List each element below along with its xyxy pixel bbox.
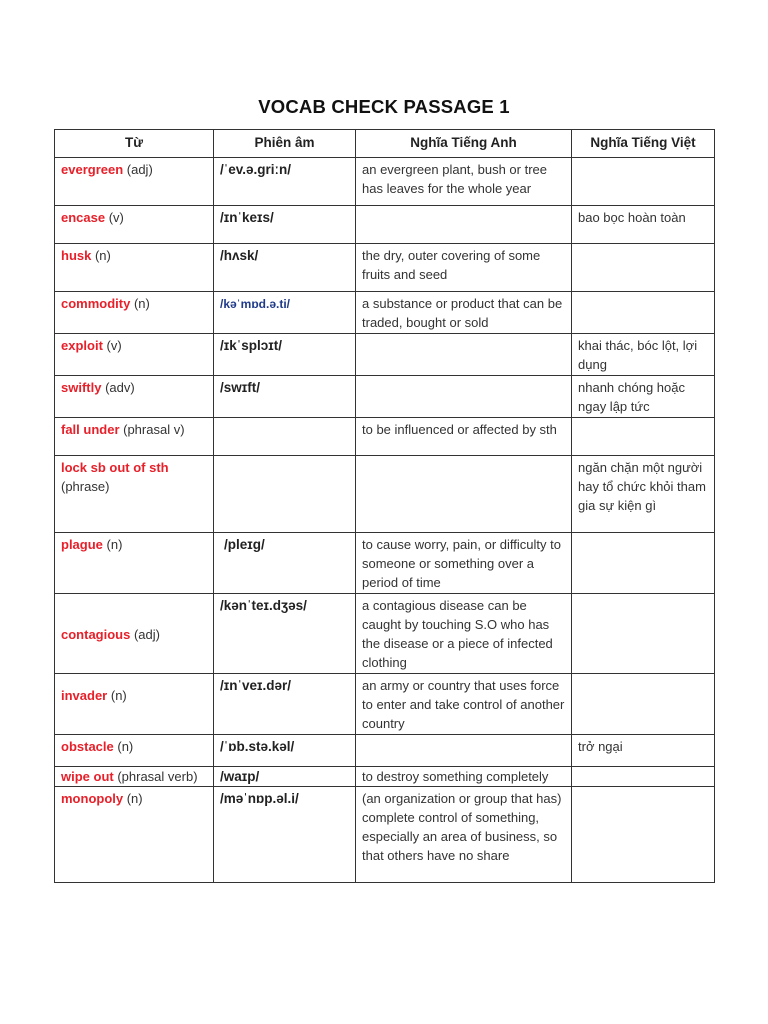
english-meaning: to destroy something completely [356, 767, 572, 787]
phonetic-cell [214, 244, 356, 292]
table-row [55, 244, 715, 292]
vietnamese-meaning: khai thác, bóc lột, lợi dụng [572, 334, 715, 376]
word: monopoly [61, 791, 124, 806]
word-cell [55, 334, 214, 376]
english-meaning: to cause worry, pain, or difficulty to someone or something over a period of time [356, 533, 572, 594]
vietnamese-meaning [572, 674, 715, 735]
vietnamese-meaning [572, 767, 715, 787]
word: invader [61, 687, 108, 703]
table-row [55, 735, 715, 767]
word: exploit [61, 338, 103, 353]
phonetic: /ɪnˈveɪ.dər/ [220, 678, 291, 693]
english-meaning: the dry, outer covering of some fruits and seed [356, 244, 572, 292]
table-row [55, 292, 715, 334]
header-english: Nghĩa Tiếng Anh [356, 130, 572, 158]
page-title: VOCAB CHECK PASSAGE 1 [258, 96, 510, 117]
english-meaning [356, 334, 572, 376]
header-vietnamese: Nghĩa Tiếng Việt [572, 130, 715, 158]
english-meaning: to be influenced or affected by sth [356, 418, 572, 456]
word: encase [61, 210, 106, 225]
english-meaning [356, 206, 572, 244]
word-cell [55, 735, 214, 767]
table-row [55, 594, 715, 674]
word-cell [55, 158, 214, 206]
phonetic-cell [214, 206, 356, 244]
word-cell [55, 456, 214, 533]
word: wipe out [61, 769, 114, 784]
part-of-speech: (n) [102, 537, 123, 552]
word: contagious [61, 626, 131, 642]
vietnamese-meaning [572, 533, 715, 594]
phonetic: /ɪnˈkeɪs/ [220, 210, 274, 225]
table-row [55, 674, 715, 735]
word-cell [55, 206, 214, 244]
phonetic-cell [214, 594, 356, 674]
word: evergreen [61, 162, 124, 177]
table-row [55, 418, 715, 456]
vietnamese-meaning [572, 292, 715, 334]
phonetic-cell [214, 292, 356, 334]
word-cell [55, 533, 214, 594]
word: husk [61, 248, 92, 263]
word-cell [55, 292, 214, 334]
table-row [55, 158, 715, 206]
table-row [55, 334, 715, 376]
word: fall under [61, 422, 120, 437]
phonetic: /waɪp/ [220, 769, 260, 784]
phonetic-cell [214, 418, 356, 456]
phonetic: /ˈɒb.stə.kəl/ [220, 739, 295, 754]
part-of-speech: (n) [130, 296, 150, 311]
table-row [55, 456, 715, 533]
table-header-row [55, 130, 715, 158]
part-of-speech: (phrasal verb) [113, 769, 198, 784]
word-cell [55, 244, 214, 292]
vietnamese-meaning: bao bọc hoàn toàn [572, 206, 715, 244]
table-row [55, 376, 715, 418]
phonetic-cell [214, 674, 356, 735]
english-meaning [356, 376, 572, 418]
phonetic: /məˈnɒp.əl.i/ [220, 791, 299, 806]
english-meaning: an evergreen plant, bush or tree has leaves for the whole year [356, 158, 572, 206]
phonetic-cell [214, 456, 356, 533]
part-of-speech: (adj) [130, 626, 160, 642]
phonetic-cell [214, 735, 356, 767]
vietnamese-meaning [572, 418, 715, 456]
phonetic-cell [214, 787, 356, 883]
word-cell [55, 376, 214, 418]
word: commodity [61, 296, 131, 311]
word-cell [55, 594, 214, 674]
english-meaning: a substance or product that can be traded, bought or sold [356, 292, 572, 334]
english-meaning: a contagious disease can be caught by touching S.O who has the disease or a piece of infected clothing [356, 594, 572, 674]
phonetic: /kənˈteɪ.dʒəs/ [220, 598, 307, 613]
phonetic-cell [214, 767, 356, 787]
part-of-speech: (adv) [101, 380, 135, 395]
header-word: Từ [55, 130, 214, 158]
vietnamese-meaning [572, 594, 715, 674]
vietnamese-meaning [572, 244, 715, 292]
vietnamese-meaning [572, 158, 715, 206]
english-meaning: an army or country that uses force to enter and take control of another country [356, 674, 572, 735]
word: lock sb out of sth [61, 460, 169, 475]
phonetic: /swɪft/ [220, 380, 260, 395]
table-row [55, 767, 715, 787]
table-row [55, 787, 715, 883]
english-meaning [356, 456, 572, 533]
phonetic: /kəˈmɒd.ə.ti/ [220, 297, 291, 311]
phonetic-cell [214, 158, 356, 206]
word: swiftly [61, 380, 102, 395]
phonetic-cell [214, 376, 356, 418]
table-row [55, 206, 715, 244]
english-meaning [356, 735, 572, 767]
part-of-speech: (n) [113, 739, 134, 754]
word-cell [55, 767, 214, 787]
vietnamese-meaning: trở ngại [572, 735, 715, 767]
phonetic-cell [214, 533, 356, 594]
header-phonetic: Phiên âm [214, 130, 356, 158]
word-cell [55, 418, 214, 456]
part-of-speech: (n) [107, 687, 127, 703]
word: plague [61, 537, 103, 552]
part-of-speech: (n) [123, 791, 143, 806]
phonetic: /ɪkˈsplɔɪt/ [220, 338, 282, 353]
vietnamese-meaning: nhanh chóng hoặc ngay lập tức [572, 376, 715, 418]
phonetic: /ˈev.ə.ɡriːn/ [220, 162, 292, 177]
phonetic: /hʌsk/ [220, 248, 259, 263]
vietnamese-meaning [572, 787, 715, 883]
phonetic-cell [214, 334, 356, 376]
part-of-speech: (adj) [123, 162, 153, 177]
word-cell [55, 674, 214, 735]
part-of-speech: (phrase) [61, 479, 110, 494]
part-of-speech: (v) [105, 210, 124, 225]
word: obstacle [61, 739, 114, 754]
vietnamese-meaning: ngăn chặn một người hay tổ chức khỏi tham gia sự kiện gì [572, 456, 715, 533]
part-of-speech: (v) [102, 338, 122, 353]
part-of-speech: (phrasal v) [119, 422, 185, 437]
part-of-speech: (n) [91, 248, 111, 263]
english-meaning: (an organization or group that has) complete control of something, especially an area of business, so that others have no share [356, 787, 572, 883]
table-row [55, 533, 715, 594]
word-cell [55, 787, 214, 883]
phonetic: /pleɪɡ/ [224, 537, 265, 552]
vocab-table [54, 129, 715, 883]
